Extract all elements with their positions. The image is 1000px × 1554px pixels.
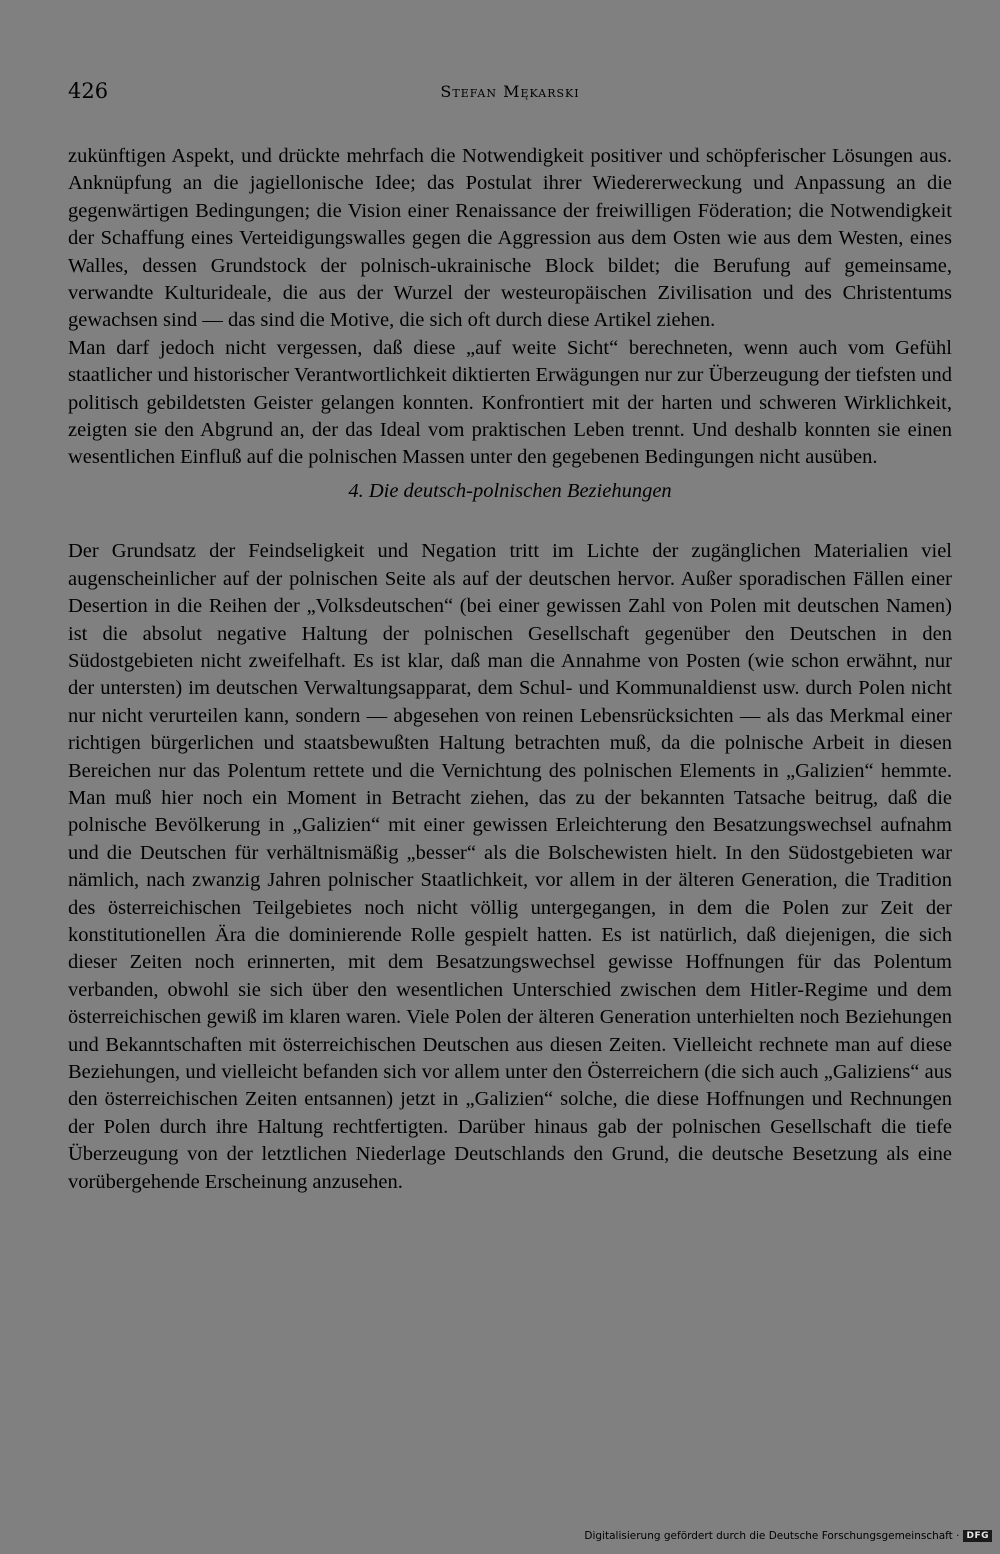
page-number: 426 [68,79,109,103]
page-header [68,78,952,108]
digitization-footer [584,1530,992,1542]
paragraph-2: Man darf jedoch nicht vergessen, daß diese „auf weite Sicht“ berechneten, wenn auch vom Gefühl staatlicher und historischer Verantwortlichkeit diktierten Erwägungen nur zur Überzeugung der tiefsten und politisch gebildetsten Geister gelangen konnten. Konfrontiert mit der harten und schweren Wirklichkeit, zeigten sie den Abgrund an, der das Ideal vom praktischen Leben trennt. Und deshalb konnten sie einen wesentlichen Einfluß auf die polnischen Massen unter den gegebenen Bedingungen nicht ausüben. [68,336,952,469]
dfg-logo-icon: DFG [963,1530,992,1542]
body-text [68,143,952,1196]
paragraph-3: Der Grundsatz der Feindseligkeit und Negation tritt im Lichte der zugänglichen Materialien viel augenscheinlicher auf der polnischen Seite als auf der deutschen hervor. Außer sporadischen Fällen einer Desertion in die Reihen der „Volksdeutschen“ (bei einer gewissen Zahl von Polen mit deutschen Namen) ist die absolut negative Haltung der polnischen Gesellschaft gegenüber den Deutschen in den Südostgebieten nicht zweifelhaft. Es ist klar, daß man die Annahme von Posten (wie schon erwähnt, nur der untersten) im deutschen Verwaltungsapparat, dem Schul- und Kommunaldienst usw. durch Polen nicht nur nicht verurteilen kann, sondern — abgesehen von reinen Lebensrücksichten — als das Merkmal einer richtigen bürgerlichen und staatsbewußten Haltung betrachten muß, da die polnische Arbeit in diesen Bereichen nur das Polentum rettete und die Vernichtung des polnischen Elements in „Galizien“ hemmte. Man muß hier noch ein Moment in Betracht ziehen, das zu der bekannten Tatsache beitrug, daß die polnische Bevölkerung in „Galizien“ mit einer gewissen Erleichterung den Besatzungswechsel aufnahm und die Deutschen für verhältnismäßig „besser“ als die Bolschewisten hielt. In den Südostgebieten war nämlich, nach zwanzig Jahren polnischer Staatlichkeit, vor allem in der älteren Generation, die Tradition des österreichischen Teilgebietes noch nicht völlig untergegangen, in dem die Polen zur Zeit der konstitutionellen Ära die dominierende Rolle gespielt hatten. Es ist natürlich, daß diejenigen, die sich dieser Zeiten noch erinnerten, mit dem Besatzungswechsel gewisse Hoffnungen für das Polentum verbanden, obwohl sie sich über den wesentlichen Unterschied zwischen dem Hitler-Regime und dem österreichischen gewiß im klaren waren. Viele Polen der älteren Generation unterhielten noch Beziehungen und Bekanntschaften mit österreichischen Deutschen aus diesen Zeiten. Vielleicht rechnete man auf diese Beziehungen, und vielleicht befanden sich vor allem unter den Österreichern (die sich auch „Galiziens“ aus den österreichischen Zeiten entsannen) jetzt in „Galizien“ solche, die diese Hoffnungen und Rechnungen der Polen durch ihre Haltung rechtfertigten. Darüber hinaus gab der polnischen Gesellschaft die tiefe Überzeugung von der letztlichen Niederlage Deutschlands den Grund, die deutsche Besetzung als eine vorübergehende Erscheinung anzusehen. [68,540,952,1193]
running-head-author: Stefan Mękarski [440,82,580,101]
paragraph-1: zukünftigen Aspekt, und drückte mehrfach die Notwendigkeit positiver und schöpferischer Lösungen aus. Anknüpfung an die jagiellonische Idee; das Postulat ihrer Wiedererweckung und Anpassung an die gegenwärtigen Bedingungen; die Vision einer Renaissance der freiwilligen Föderation; die Notwendigkeit der Schaffung eines Verteidigungswalles gegen die Aggression aus dem Osten wie aus dem Westen, eines Walles, dessen Grundstock der polnisch-ukrainische Block bildet; die Berufung auf gemeinsame, verwandte Kulturideale, die aus der Wurzel der westeuropäischen Zivilisation und des Christentums gewachsen sind — das sind die Motive, die sich oft durch diese Artikel ziehen. [68,145,952,332]
section-heading: 4. Die deutsch-polnischen Beziehungen [348,479,672,502]
footer-credit: Digitalisierung gefördert durch die Deutsche Forschungsgemeinschaft · [584,1530,960,1542]
